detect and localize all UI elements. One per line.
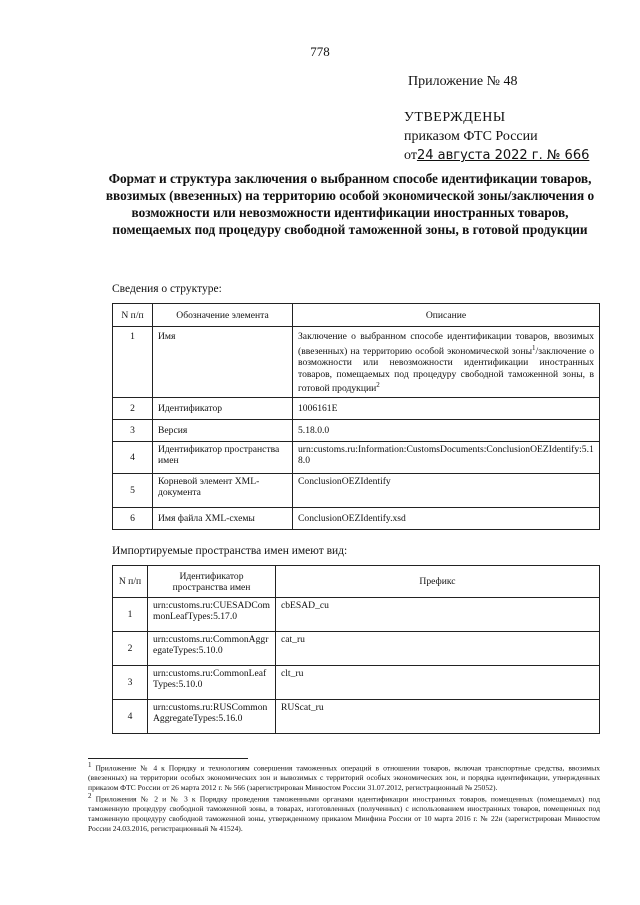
col-header-namespace: Идентификатор пространства имен (148, 566, 276, 598)
footnote-separator (88, 758, 248, 759)
namespace-prefix: cbESAD_cu (276, 598, 600, 632)
desc-part-b: /заключение о возможности или невозможности идентификации иностранных товаров, помещаемых под процедуру свободной таможенной зоны, в готовой продукции (298, 345, 594, 395)
table-header-row (113, 566, 600, 598)
appendix-label: Приложение № 48 (408, 74, 518, 89)
col-header-description: Описание (293, 304, 600, 327)
element-name: Имя (153, 327, 293, 398)
element-description: ConclusionOEZIdentify (293, 473, 600, 507)
table-row (113, 598, 600, 632)
table-row (113, 397, 600, 419)
row-number: 1 (113, 327, 153, 398)
element-description (293, 327, 600, 398)
element-name: Имя файла XML-схемы (153, 507, 293, 529)
table-row (113, 473, 600, 507)
footnote-2 (88, 792, 600, 833)
col-header-num: N п/п (113, 566, 148, 598)
row-number: 6 (113, 507, 153, 529)
approved-heading: УТВЕРЖДЕНЫ (404, 110, 506, 125)
desc-part-a: Заключение о выбранном способе идентификации товаров, ввозимых (ввезенных) на территорию особой экономической зоны (298, 331, 594, 357)
row-number: 1 (113, 598, 148, 632)
col-header-prefix: Префикс (276, 566, 600, 598)
col-header-num: N п/п (113, 304, 153, 327)
col-header-element: Обозначение элемента (153, 304, 293, 327)
row-number: 3 (113, 666, 148, 700)
approval-block (404, 108, 589, 165)
date-value: 24 августа 2022 г. № 666 (416, 148, 590, 163)
footnote-1-mark: 1 (88, 761, 92, 769)
namespaces-heading: Импортируемые пространства имен имеют вид: (112, 545, 348, 557)
namespace-prefix: cat_ru (276, 632, 600, 666)
table-row (113, 507, 600, 529)
element-name: Идентификатор (153, 397, 293, 419)
footnote-1-text: Приложение № 4 к Порядку и технологиям совершения таможенных операций в отношении товаров, включая транспортные средства, ввозимых (ввезенных) на территории особых экономических зон и вывозимых с территорий особых экономических зон, и порядка идентификации, утвержденных приказом ФТС России от 26 марта 2012 г. № 566 (зарегистрирован Минюстом России 31.07.2012, регистрационный № 25052). (88, 763, 601, 792)
row-number: 4 (113, 441, 153, 473)
table-row (113, 666, 600, 700)
element-description: 5.18.0.0 (293, 419, 600, 441)
footnotes (88, 761, 600, 833)
approved-order: приказом ФТС России (404, 129, 538, 144)
structure-table (112, 303, 600, 530)
element-name: Идентификатор пространства имен (153, 441, 293, 473)
document-title: Формат и структура заключения о выбранном способе идентификации товаров, ввозимых (ввезенных) на территорию особой экономической зоны/заключения о возможности или невозможности идентификации иностранных товаров, помещаемых под процедуру свободной таможенной зоны, в готовой продукции (105, 171, 595, 237)
namespace-prefix: RUScat_ru (276, 700, 600, 734)
table-header-row (113, 304, 600, 327)
namespace-id: urn:customs.ru:CUESADCommonLeafTypes:5.17.0 (148, 598, 276, 632)
element-description: 1006161E (293, 397, 600, 419)
table-row (113, 441, 600, 473)
date-prefix: от (404, 148, 417, 163)
namespace-id: urn:customs.ru:CommonAggregateTypes:5.10.0 (148, 632, 276, 666)
element-name: Корневой элемент XML-документа (153, 473, 293, 507)
table-row (113, 327, 600, 398)
row-number: 5 (113, 473, 153, 507)
row-number: 4 (113, 700, 148, 734)
element-description: urn:customs.ru:Information:CustomsDocuments:ConclusionOEZIdentify:5.18.0 (293, 441, 600, 473)
structure-heading: Сведения о структуре: (112, 283, 222, 295)
element-description: ConclusionOEZIdentify.xsd (293, 507, 600, 529)
page-number: 778 (310, 44, 330, 59)
footnote-2-mark: 2 (88, 792, 92, 801)
approved-date (404, 146, 589, 165)
row-number: 2 (113, 632, 148, 666)
footnote-ref-2: 2 (376, 381, 380, 390)
footnote-ref-1: 1 (532, 343, 536, 352)
namespace-id: urn:customs.ru:RUSCommonAggregateTypes:5.16.0 (148, 700, 276, 734)
namespace-prefix: clt_ru (276, 666, 600, 700)
table-row (113, 419, 600, 441)
element-name: Версия (153, 419, 293, 441)
namespace-id: urn:customs.ru:CommonLeafTypes:5.10.0 (148, 666, 276, 700)
row-number: 3 (113, 419, 153, 441)
table-row (113, 632, 600, 666)
namespaces-table (112, 565, 600, 734)
row-number: 2 (113, 397, 153, 419)
footnote-2-text: Приложения № 2 и № 3 к Порядку проведения таможенными органами идентификации иностранных товаров, помещенных (помещаемых) под таможенную процедуру свободной таможенной зоны, в товарах, изготовленных (полученных) с использованием иностранных товаров, помещенных под таможенную процедуру свободной таможенной зоны, утвержденному приказом Минфина России от 10 марта 2016 г. № 22н (зарегистрирован Минюстом России 24.03.2016, регистрационный № 41524). (88, 794, 600, 833)
table-row (113, 700, 600, 734)
footnote-1 (88, 761, 600, 792)
